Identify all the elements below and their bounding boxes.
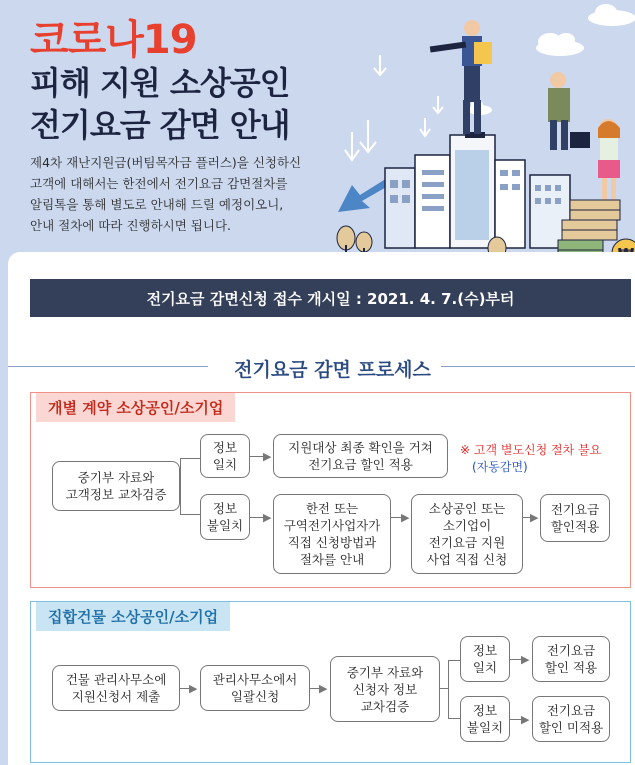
process-title: [0, 355, 635, 382]
flow-box-match-2: 정보 일치: [460, 636, 510, 682]
flow-box-crosscheck-2: 중기부 자료와 신청자 정보 교차검증: [330, 656, 440, 722]
cloud-icon: [536, 33, 584, 56]
hero-title-line2: 피해 지원 소상공인: [30, 64, 290, 102]
flow-box-mismatch: 정보 불일치: [200, 494, 250, 540]
flow-box-submit-application: 건물 관리사무소에 지원신청서 제출: [52, 665, 180, 711]
cloud-icon: [588, 4, 635, 26]
flow-box-crosscheck: 중기부 자료와 고객정보 교차검증: [52, 461, 180, 511]
business-city-illustration: [330, 0, 635, 270]
businessman-briefcase-icon: [548, 72, 590, 150]
right-arrow-icon: ▶: [263, 511, 272, 524]
note-auto-discount: (자동감면): [472, 460, 528, 474]
connector-line: [448, 660, 449, 718]
down-arrow-icon: [345, 55, 443, 160]
right-arrow-icon: ▶: [530, 511, 539, 524]
flow-box-bulk-apply: 관리사무소에서 일괄신청: [200, 665, 310, 711]
flow-box-discount-not-applied: 전기요금 할인 미적용: [532, 696, 610, 742]
right-arrow-icon: ▶: [319, 682, 328, 695]
businessman-telescope-icon: [430, 20, 492, 134]
connector-line: [448, 718, 460, 719]
flow-box-direct-apply: 소상공인 또는 소기업이 전기요금 지원 사업 직접 신청: [411, 494, 523, 574]
connector-line: [180, 458, 200, 459]
right-arrow-icon: ▶: [521, 713, 530, 726]
connector-line: [180, 514, 200, 515]
section-tag-individual: 개별 계약 소상공인/소기업: [36, 393, 235, 422]
process-title-text: 전기요금 감면 프로세스: [224, 359, 441, 381]
hero-title-line1: 코로나19: [30, 17, 197, 63]
flow-box-match-result: 지원대상 최종 확인을 거쳐 전기요금 할인 적용: [273, 434, 448, 478]
right-arrow-icon: ▶: [263, 450, 272, 463]
flow-box-discount-applied-2: 전기요금 할인 적용: [532, 636, 610, 682]
connector-line: [180, 458, 181, 514]
hero-title-line3: 전기요금 감면 안내: [30, 106, 290, 144]
connector-line: [448, 660, 460, 661]
application-date-banner: 전기요금 감면신청 접수 개시일 : 2021. 4. 7.(수)부터: [30, 279, 631, 317]
building-icon: [385, 168, 415, 248]
desc-line: 제4차 재난지원금(버팀목자금 플러스)을 신청하신: [30, 155, 302, 170]
hero-section: [0, 0, 635, 270]
right-arrow-icon: ▶: [189, 682, 198, 695]
flow-box-discount-applied: 전기요금 할인적용: [540, 494, 610, 542]
note-no-application: ※ 고객 별도신청 절차 불요: [460, 443, 602, 457]
desc-line: 안내 절차에 따라 진행하시면 됩니다.: [30, 218, 231, 233]
right-arrow-icon: ▶: [401, 511, 410, 524]
section-tag-collective: 집합건물 소상공인/소기업: [36, 602, 230, 631]
flow-box-kepco-guide: 한전 또는 구역전기사업자가 직접 신청방법과 절차를 안내: [273, 494, 391, 574]
building-icon: [415, 155, 450, 248]
connector-line: [440, 688, 448, 689]
desc-line: 알림톡을 통해 별도로 안내해 드릴 예정이오니,: [30, 197, 284, 212]
desc-line: 고객에 대해서는 한전에서 전기요금 감면절차를: [30, 176, 288, 191]
flow-box-match: 정보 일치: [200, 434, 250, 478]
hero-description: [30, 152, 330, 236]
building-icon: [495, 160, 525, 248]
right-arrow-icon: ▶: [521, 653, 530, 666]
flow-box-mismatch-2: 정보 불일치: [460, 696, 510, 742]
businesswoman-icon: [598, 119, 620, 208]
